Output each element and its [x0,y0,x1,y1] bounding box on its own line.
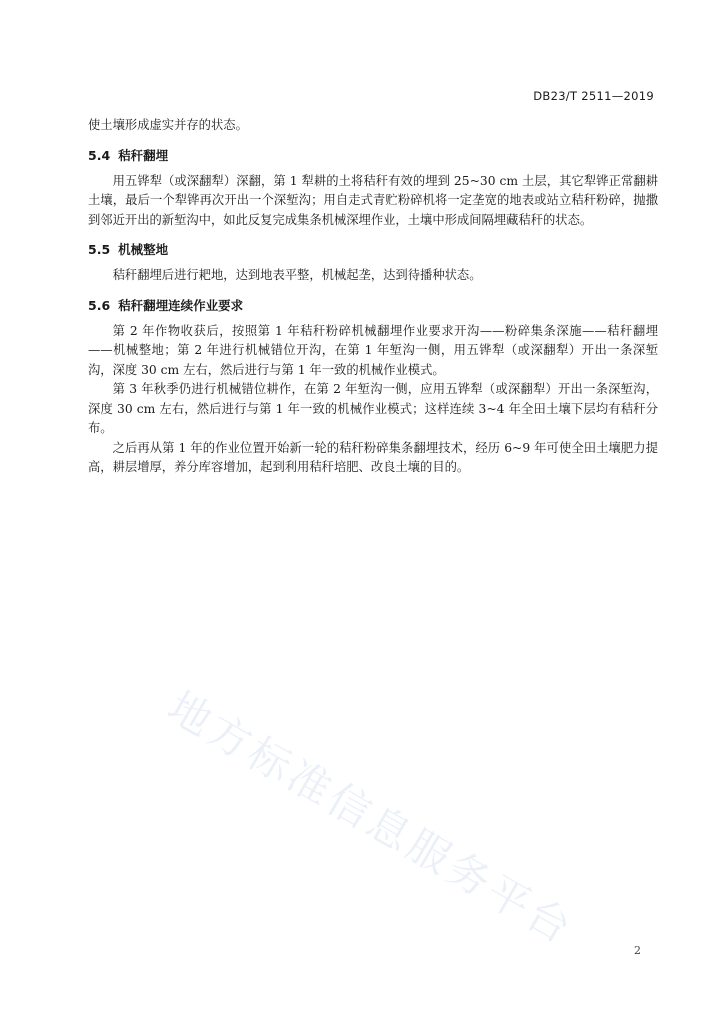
section-paragraph: 第 2 年作物收获后，按照第 1 年秸秆粉碎机械翻埋作业要求开沟——粉碎集条深施——秸秆翻埋——机械整地；第 2 年进行机械错位开沟，在第 1 年堑沟一侧，用五铧犁（或深翻犁）开出一条深堑沟，深度 30 cm 左右，然后进行与第 1 年一致的机械作业模式。 [88,323,658,377]
section-number: 5.6 [88,297,111,313]
section-title: 机械整地 [118,242,169,257]
section-number: 5.4 [88,147,111,163]
section-paragraph: 之后再从第 1 年的作业位置开始新一轮的秸秆粉碎集条翻埋技术，经历 6~9 年可使全田土壤肥力提高，耕层增厚，养分库容增加，起到利用秸秆培肥、改良土壤的目的。 [88,440,658,474]
section-title: 秸秆翻埋连续作业要求 [118,297,244,313]
section-title: 秸秆翻埋 [118,147,169,163]
section-paragraph: 用五铧犁（或深翻犁）深翻，第 1 犁耕的土将秸秆有效的埋到 25~30 cm 土层，其它犁铧正常翻耕土壤，最后一个犁铧再次开出一个深堑沟；用自走式青贮粉碎机将一定垄宽的地表或站立秸秆粉碎，抛撒到邻近开出的新堑沟中，如此反复完成集条机械深埋作业，土壤中形成间隔埋藏秸秆的状态。 [88,173,658,227]
section-heading-5-6 [88,297,658,315]
section-heading-5-5 [88,241,658,259]
section-number: 5.5 [88,242,111,257]
section-paragraph: 秸秆翻埋后进行耙地，达到地表平整，机械起垄，达到待播种状态。 [112,268,482,282]
document-code: DB23/T 2511—2019 [533,89,654,103]
section-heading-5-4 [88,147,658,165]
continued-paragraph: 使土壤形成虚实并存的状态。 [88,118,248,132]
watermark: 地方标准信息服务平台 [159,681,583,955]
page-number: 2 [634,944,641,957]
document-body [88,116,658,478]
section-paragraph: 第 3 年秋季仍进行机械错位耕作，在第 2 年堑沟一侧，应用五铧犁（或深翻犁）开出一条深堑沟，深度 30 cm 左右，然后进行与第 1 年一致的机械作业模式；这样连续 3~4 年全田土壤下层均有秸秆分布。 [88,382,658,435]
